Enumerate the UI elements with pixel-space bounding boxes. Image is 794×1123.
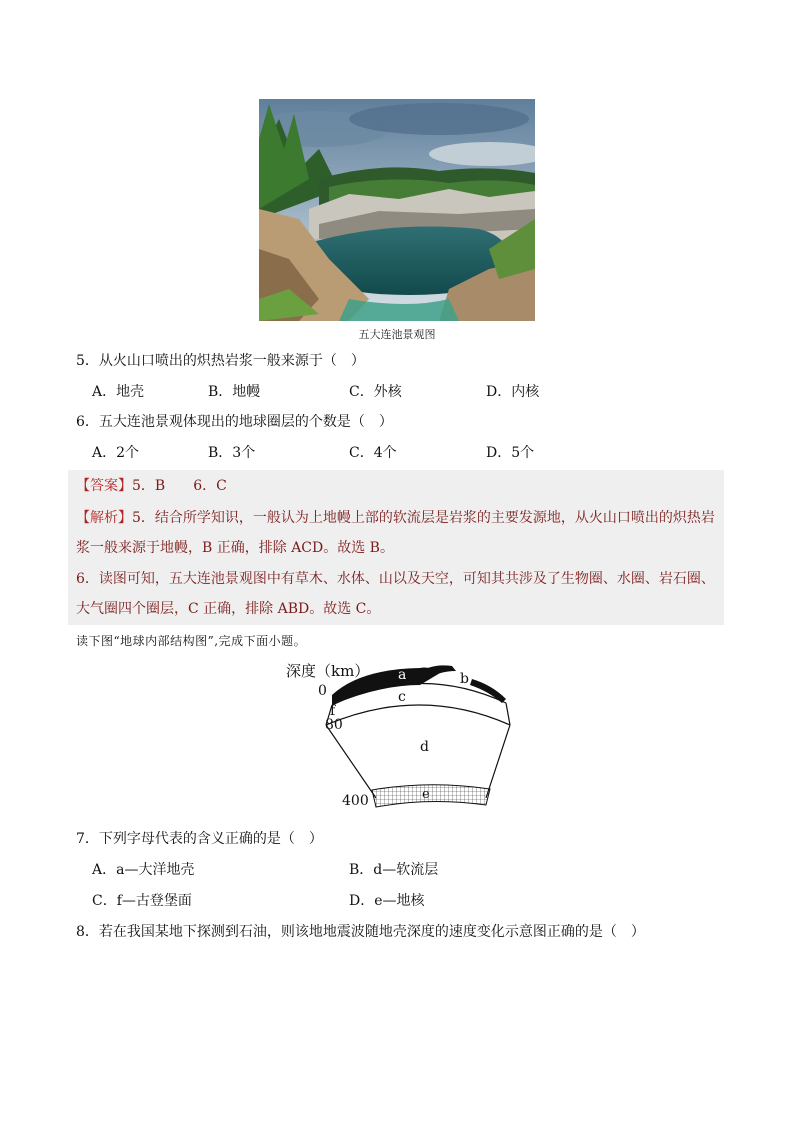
q7-option-b[interactable]: B．d—软流层 xyxy=(349,862,439,878)
earth-interior-diagram xyxy=(280,655,520,815)
analysis-6-line-2: 大气圈四个圈层，C 正确，排除 ABD。故选 C。 xyxy=(76,601,381,617)
depth-axis-title: 深度（km） xyxy=(286,662,370,680)
q6-option-b[interactable]: B．3个 xyxy=(208,445,256,461)
q7-option-a[interactable]: A．a—大洋地壳 xyxy=(92,862,195,878)
q5-option-d[interactable]: D．内核 xyxy=(486,384,540,400)
answer-value: 5．B 6．C xyxy=(132,478,227,494)
q5-option-c[interactable]: C．外核 xyxy=(349,384,402,400)
letter-b: b xyxy=(460,671,469,687)
right-edge-lower xyxy=(486,725,510,798)
answer-line xyxy=(76,476,227,496)
question-5-stem: 5．从火山口喷出的炽热岩浆一般来源于（ ） xyxy=(76,353,365,369)
question-7-stem: 7．下列字母代表的含义正确的是（ ） xyxy=(76,831,323,847)
q7-option-c[interactable]: C．f—古登堡面 xyxy=(92,893,192,909)
letter-a: a xyxy=(398,667,407,683)
left-edge-lower xyxy=(326,725,376,798)
moho-boundary-f xyxy=(326,705,510,725)
lake-scene-image xyxy=(259,99,535,321)
letter-d: d xyxy=(420,739,429,755)
analysis-tag: 【解析】 xyxy=(76,510,132,526)
question-6-stem: 6．五大连池景观体现出的地球圈层的个数是（ ） xyxy=(76,414,393,430)
letter-c: c xyxy=(398,689,406,705)
photo-caption: 五大连池景观图 xyxy=(358,328,436,341)
analysis-5-line-2: 浆一般来源于地幔，B 正确，排除 ACD。故选 B。 xyxy=(76,540,394,556)
letter-f: f xyxy=(330,703,336,719)
layer-e-hatched xyxy=(372,785,490,807)
q6-option-a[interactable]: A．2个 xyxy=(92,445,140,461)
depth-label-80: 80 xyxy=(325,717,343,733)
landscape-photo xyxy=(259,99,535,321)
depth-label-0: 0 xyxy=(318,683,327,699)
analysis-6-line-1: 6．读图可知，五大连池景观图中有草木、水体、山以及天空，可知其共涉及了生物圈、水圈、岩石圈、 xyxy=(76,571,715,587)
depth-label-400: 400 xyxy=(342,793,369,809)
q6-option-d[interactable]: D．5个 xyxy=(486,445,535,461)
question-8-stem: 8．若在我国某地下探测到石油，则该地地震波随地壳深度的速度变化示意图正确的是（ ） xyxy=(76,924,645,940)
answer-tag: 【答案】 xyxy=(76,478,132,494)
q6-option-c[interactable]: C．4个 xyxy=(349,445,397,461)
q5-option-b[interactable]: B．地幔 xyxy=(208,384,261,400)
letter-e: e xyxy=(422,787,430,802)
q5-option-a[interactable]: A．地壳 xyxy=(92,384,145,400)
diagram-lead-text: 读下图“地球内部结构图”,完成下面小题。 xyxy=(76,634,307,648)
q7-option-d[interactable]: D．e—地核 xyxy=(349,893,425,909)
right-edge-upper xyxy=(506,703,510,725)
analysis-5-line-1 xyxy=(76,508,715,528)
analysis-5-text-1: 5．结合所学知识，一般认为上地幔上部的软流层是岩浆的主要发源地，从火山口喷出的炽热岩 xyxy=(132,510,715,526)
